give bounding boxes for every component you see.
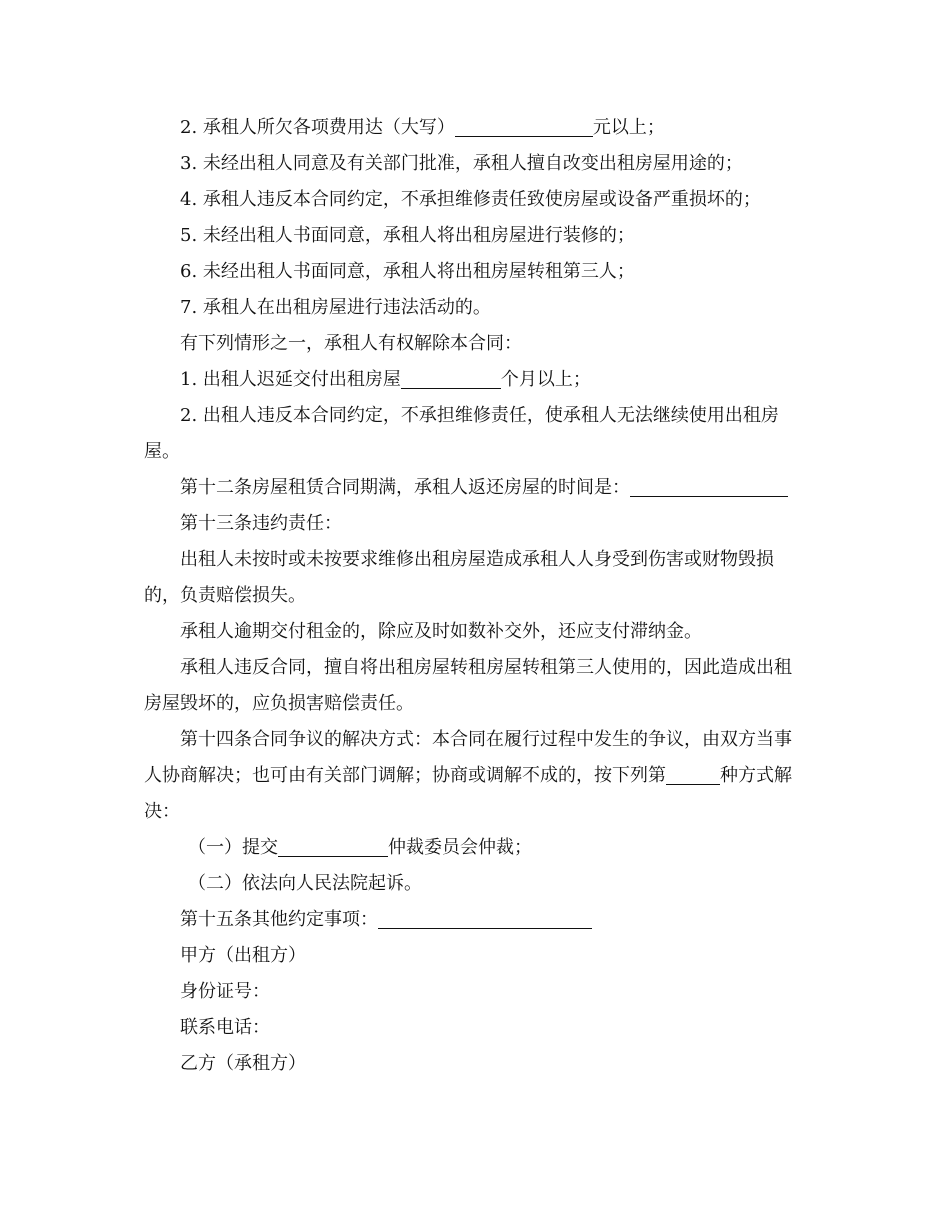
months-blank — [401, 370, 501, 389]
dispute-option-2: （二）依法向人民法院起诉。 — [188, 873, 422, 894]
dispute-option-1: （一）提交 仲裁委员会仲裁； — [188, 837, 532, 858]
clause-item-2: 2. 承租人所欠各项费用达（大写） 元以上； — [180, 117, 665, 138]
breach-sublet: 承租人违反合同，擅自将出租房屋转租房屋转租第三人使用的，因此造成出租房屋毁坏的，应负损害赔偿责任。 — [144, 657, 792, 714]
lessee-clause-2: 2. 出租人违反本合同约定，不承担维修责任，使承租人无法继续使用出租房屋。 — [144, 405, 779, 462]
article-14: 第十四条合同争议的解决方式：本合同在履行过程中发生的争议，由双方当事人协商解决；也可由有关部门调解；协商或调解不成的，按下列第 种方式解决： — [144, 729, 792, 822]
arbitration-blank — [278, 838, 388, 857]
article-12: 第十二条房屋租赁合同期满，承租人返还房屋的时间是： — [144, 470, 806, 506]
lessee-clause-1: 1. 出租人迟延交付出租房屋 个月以上； — [180, 369, 591, 390]
party-a-label: 甲方（出租方） — [180, 945, 306, 966]
clause-item-5: 5. 未经出租人书面同意，承租人将出租房屋进行装修的； — [180, 225, 635, 246]
other-terms-blank — [378, 910, 592, 929]
party-b-label: 乙方（承租方） — [180, 1053, 306, 1074]
clause-item-3: 3. 未经出租人同意及有关部门批准，承租人擅自改变出租房屋用途的； — [180, 153, 743, 174]
phone-label: 联系电话： — [180, 1017, 270, 1038]
clause-item-6: 6. 未经出租人书面同意，承租人将出租房屋转租第三人； — [180, 261, 635, 282]
lessee-termination-heading: 有下列情形之一，承租人有权解除本合同： — [180, 333, 522, 354]
document-page — [144, 110, 806, 1082]
breach-lessor: 出租人未按时或未按要求维修出租房屋造成承租人人身受到伤害或财物毁损的，负责赔偿损失。 — [144, 549, 774, 606]
return-time-blank — [630, 478, 788, 497]
method-blank — [666, 766, 720, 785]
breach-late-rent: 承租人逾期交付租金的，除应及时如数补交外，还应支付滞纳金。 — [180, 621, 702, 642]
article-13-heading: 第十三条违约责任： — [180, 513, 342, 534]
clause-item-4: 4. 承租人违反本合同约定，不承担维修责任致使房屋或设备严重损坏的； — [180, 189, 761, 210]
amount-blank — [455, 118, 593, 137]
clause-item-7: 7. 承租人在出租房屋进行违法活动的。 — [180, 297, 491, 318]
id-number-label: 身份证号： — [180, 981, 270, 1002]
article-15: 第十五条其他约定事项： — [144, 902, 806, 938]
